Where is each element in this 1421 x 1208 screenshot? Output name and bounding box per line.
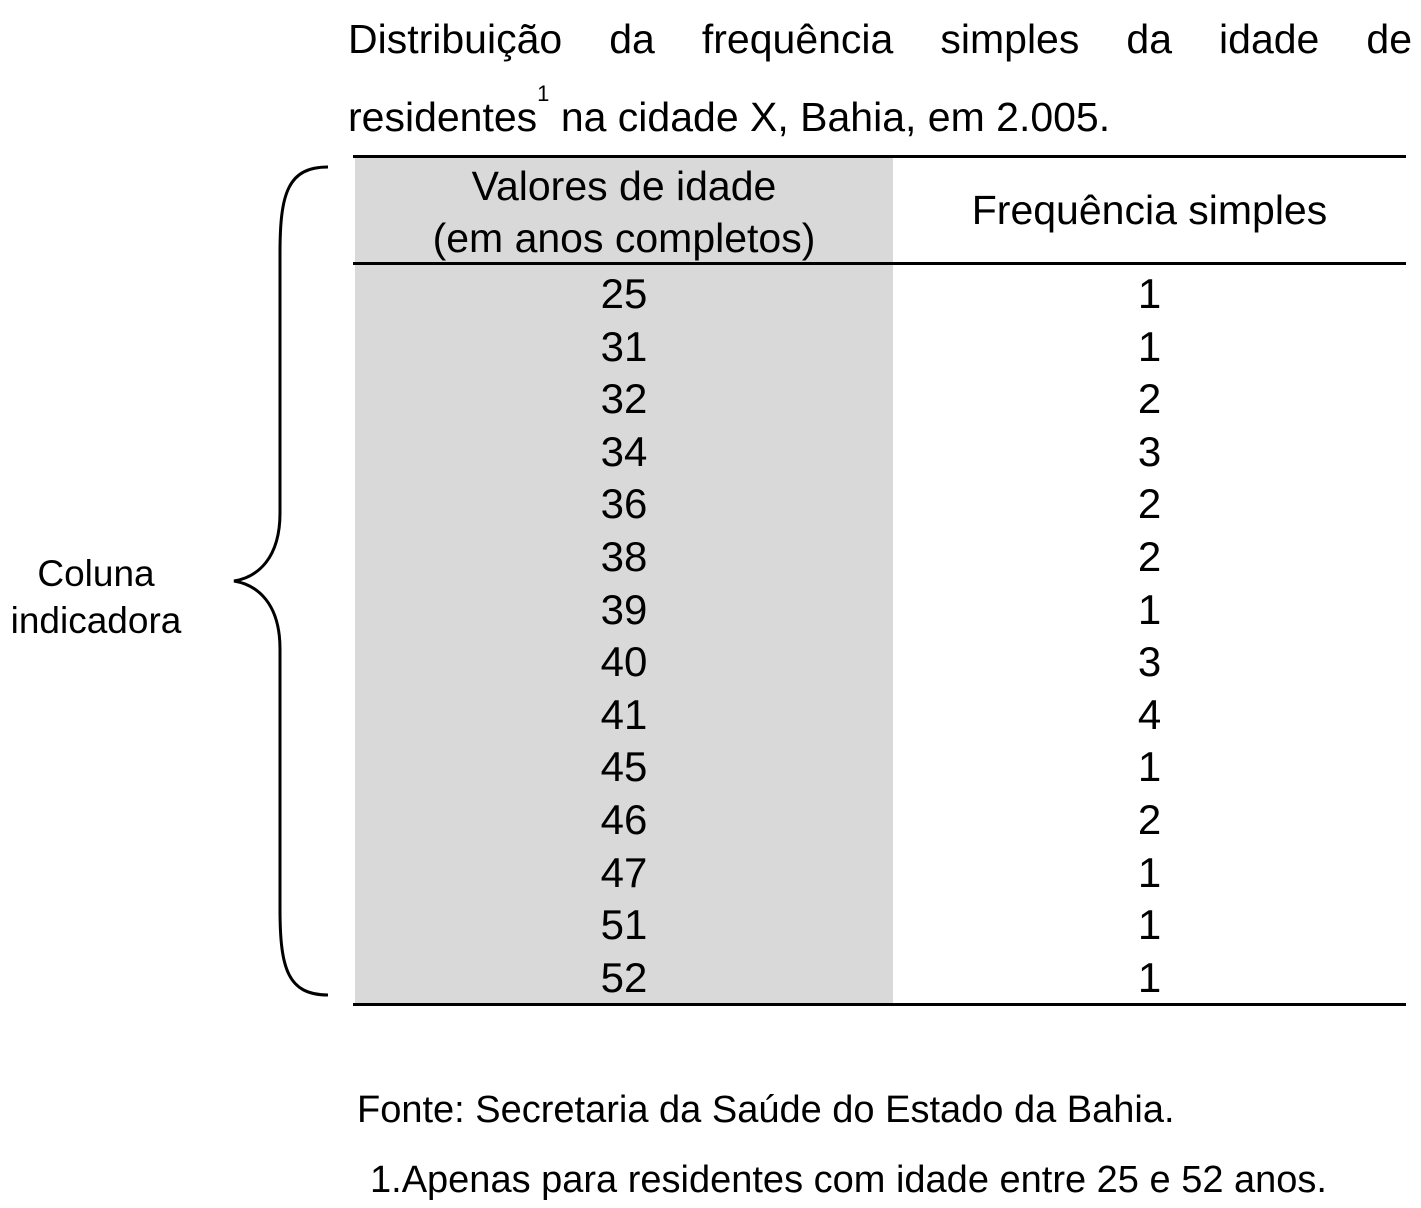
cell-frequency: 2 bbox=[1137, 375, 1162, 423]
cell-age: 47 bbox=[600, 848, 648, 896]
table-top-rule bbox=[353, 155, 1406, 158]
cell-age: 52 bbox=[600, 953, 648, 1001]
cell-frequency: 1 bbox=[1137, 848, 1162, 896]
cell-frequency: 1 bbox=[1137, 901, 1162, 949]
table-row bbox=[355, 741, 1406, 794]
cell-frequency: 3 bbox=[1137, 427, 1162, 475]
cell-age: 34 bbox=[600, 427, 648, 475]
cell-age: 31 bbox=[600, 322, 648, 370]
title-line-2-text: residentes bbox=[348, 94, 538, 140]
cell-age: 32 bbox=[600, 375, 648, 423]
cell-frequency: 1 bbox=[1137, 585, 1162, 633]
table-body bbox=[355, 268, 1406, 1004]
cell-frequency: 3 bbox=[1137, 638, 1162, 686]
cell-age: 41 bbox=[600, 690, 648, 738]
indicator-column-label bbox=[0, 550, 192, 644]
table-row bbox=[355, 899, 1406, 952]
cell-frequency: 2 bbox=[1137, 795, 1162, 843]
table-row bbox=[355, 373, 1406, 426]
source-text: Fonte: Secretaria da Saúde do Estado da Bahia. bbox=[357, 1089, 1175, 1131]
table-row bbox=[355, 847, 1406, 900]
table-title bbox=[348, 0, 1412, 156]
cell-age: 46 bbox=[600, 795, 648, 843]
header-age-line-2: (em anos completos) bbox=[432, 215, 816, 261]
indicator-label-line-2: indicadora bbox=[10, 600, 182, 641]
header-age bbox=[355, 160, 893, 264]
cell-age: 38 bbox=[600, 532, 648, 580]
cell-age: 25 bbox=[600, 270, 648, 317]
table-row bbox=[355, 531, 1406, 584]
title-line-2-rest: na cidade X, Bahia, em 2.005. bbox=[549, 94, 1111, 140]
cell-frequency: 4 bbox=[1137, 690, 1162, 738]
cell-age: 39 bbox=[600, 585, 648, 633]
title-line-2 bbox=[348, 78, 1412, 156]
header-frequency: Frequência simples bbox=[971, 187, 1328, 233]
cell-frequency: 1 bbox=[1137, 322, 1162, 370]
cell-frequency: 2 bbox=[1137, 532, 1162, 580]
cell-age: 40 bbox=[600, 638, 648, 686]
cell-age: 36 bbox=[600, 480, 648, 528]
footnote-marker: 1 bbox=[537, 81, 550, 106]
table-row bbox=[355, 426, 1406, 479]
table-row bbox=[355, 689, 1406, 742]
cell-frequency: 1 bbox=[1137, 743, 1162, 791]
cell-frequency: 1 bbox=[1137, 270, 1162, 317]
table-row bbox=[355, 636, 1406, 689]
indicator-label-line-1: Coluna bbox=[37, 553, 155, 594]
cell-age: 45 bbox=[600, 743, 648, 791]
table-row bbox=[355, 952, 1406, 1005]
footnote-text: 1.Apenas para residentes com idade entre 25 e 52 anos. bbox=[370, 1159, 1327, 1201]
table-row bbox=[355, 268, 1406, 321]
table-row bbox=[355, 584, 1406, 637]
table-row bbox=[355, 321, 1406, 374]
cell-frequency: 1 bbox=[1137, 953, 1162, 1001]
curly-brace-icon bbox=[228, 163, 332, 999]
cell-age: 51 bbox=[600, 901, 648, 949]
header-age-line-1: Valores de idade bbox=[471, 163, 777, 209]
cell-frequency: 2 bbox=[1137, 480, 1162, 528]
title-line-1: Distribuição da frequência simples da idade de bbox=[348, 16, 1412, 62]
table-row bbox=[355, 478, 1406, 531]
table-row bbox=[355, 794, 1406, 847]
